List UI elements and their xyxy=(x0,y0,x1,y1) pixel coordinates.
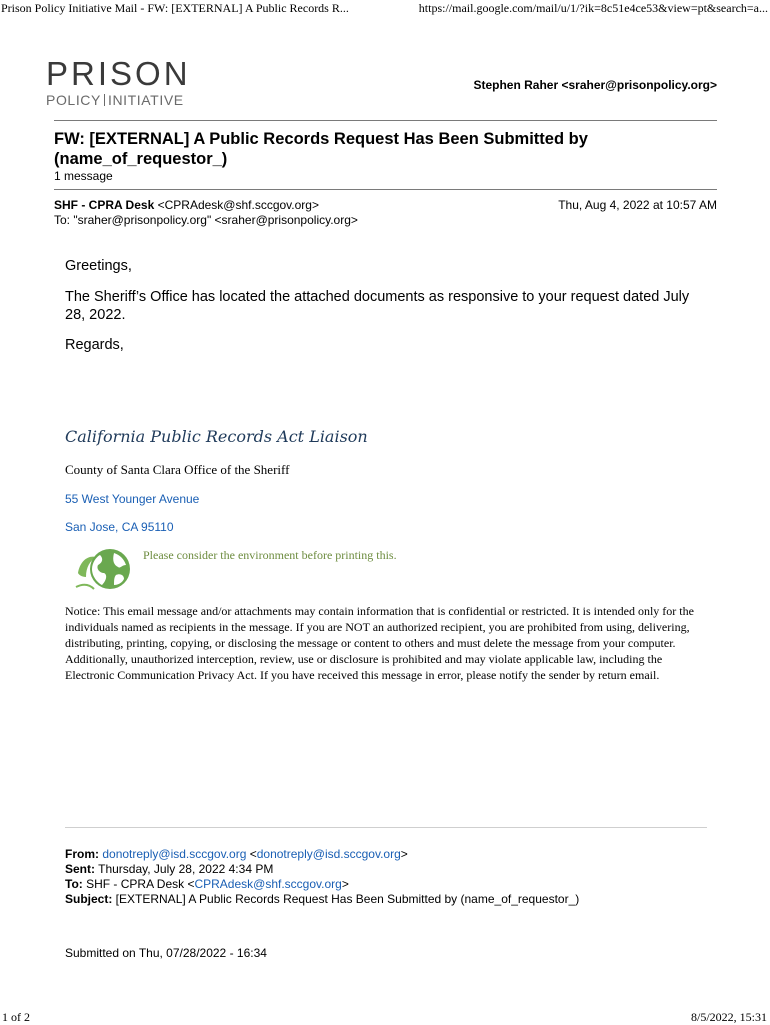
print-timestamp: 8/5/2022, 15:31 xyxy=(690,1010,767,1024)
submitted-on: Submitted on Thu, 07/28/2022 - 16:34 xyxy=(65,946,267,960)
logo-bottom-words xyxy=(46,92,186,108)
signature-street-link[interactable]: 55 West Younger Avenue xyxy=(65,492,200,506)
forward-from-line xyxy=(65,847,579,862)
earth-leaf-icon xyxy=(74,543,132,593)
to-gt: > xyxy=(341,877,349,891)
forward-sent-line xyxy=(65,862,579,877)
to-name: SHF - CPRA Desk < xyxy=(82,877,195,891)
to-email-link[interactable]: CPRAdesk@shf.sccgov.org xyxy=(194,877,342,891)
forward-to-line xyxy=(65,877,579,892)
subject-label: Subject: xyxy=(65,892,113,906)
forward-divider xyxy=(65,827,707,828)
message-count: 1 message xyxy=(54,169,113,183)
sender-name: SHF - CPRA Desk xyxy=(54,198,155,212)
logo-word-initiative: INITIATIVE xyxy=(107,92,184,108)
greeting: Greetings, xyxy=(65,258,132,274)
print-header-title: Prison Policy Initiative Mail - FW: [EXTERNAL] A Public Records R... xyxy=(1,1,349,15)
message-divider xyxy=(54,189,717,190)
sent-label: Sent: xyxy=(65,862,95,876)
account-name: Stephen Raher <sraher@prisonpolicy.org> xyxy=(473,78,717,92)
header-divider xyxy=(54,120,717,121)
closing: Regards, xyxy=(65,337,124,353)
sent-value: Thursday, July 28, 2022 4:34 PM xyxy=(95,862,274,876)
thread-subject: FW: [EXTERNAL] A Public Records Request Has Been Submitted by (name_of_requestor_) xyxy=(54,130,588,168)
from-email-link[interactable]: donotreply@isd.sccgov.org xyxy=(102,847,247,861)
forward-subject-line xyxy=(65,892,579,907)
from-label: From: xyxy=(65,847,99,861)
page-number: 1 of 2 xyxy=(2,1010,30,1024)
signature-city-link[interactable]: San Jose, CA 95110 xyxy=(65,520,174,534)
message-date: Thu, Aug 4, 2022 at 10:57 AM xyxy=(558,198,717,212)
message-sender-block xyxy=(54,198,358,228)
signature-title: California Public Records Act Liaison xyxy=(65,427,368,446)
from-lt: < xyxy=(246,847,257,861)
to-label: To: xyxy=(65,877,83,891)
signature-org: County of Santa Clara Office of the Sheriff xyxy=(65,462,290,477)
print-header-url: https://mail.google.com/mail/u/1/?ik=8c51e4ce53&view=pt&search=a... xyxy=(418,1,768,15)
environment-note: Please consider the environment before printing this. xyxy=(143,548,397,562)
from-gt: > xyxy=(400,847,408,861)
prison-policy-logo xyxy=(46,55,191,108)
forwarded-header xyxy=(65,847,579,907)
from-email-link-2[interactable]: donotreply@isd.sccgov.org xyxy=(256,847,401,861)
logo-top-word: PRISON xyxy=(46,55,191,92)
recipient-line: To: "sraher@prisonpolicy.org" <sraher@prisonpolicy.org> xyxy=(54,213,358,227)
confidentiality-notice: Notice: This email message and/or attachments may contain information that is confidential or restricted. It is intended only for the individuals named as recipients in the message. If you are NOT an authorized recipient, you are prohibited from using, delivering, distributing, printing, copying, or disclosing the message or content to others and must delete the message from your computer. Additionally, unauthorized interception, review, use or disclosure is prohibited and may violate applicable law, including the Electronic Communication Privacy Act. If you have received this message in error, please notify the sender by return email. xyxy=(65,604,694,682)
logo-word-policy: POLICY xyxy=(46,92,101,108)
body-paragraph: The Sheriff’s Office has located the attached documents as responsive to your request dated July 28, 2022. xyxy=(65,289,690,323)
subject-value: [EXTERNAL] A Public Records Request Has Been Submitted by (name_of_requestor_) xyxy=(112,892,580,906)
sender-email: <CPRAdesk@shf.sccgov.org> xyxy=(157,198,319,212)
